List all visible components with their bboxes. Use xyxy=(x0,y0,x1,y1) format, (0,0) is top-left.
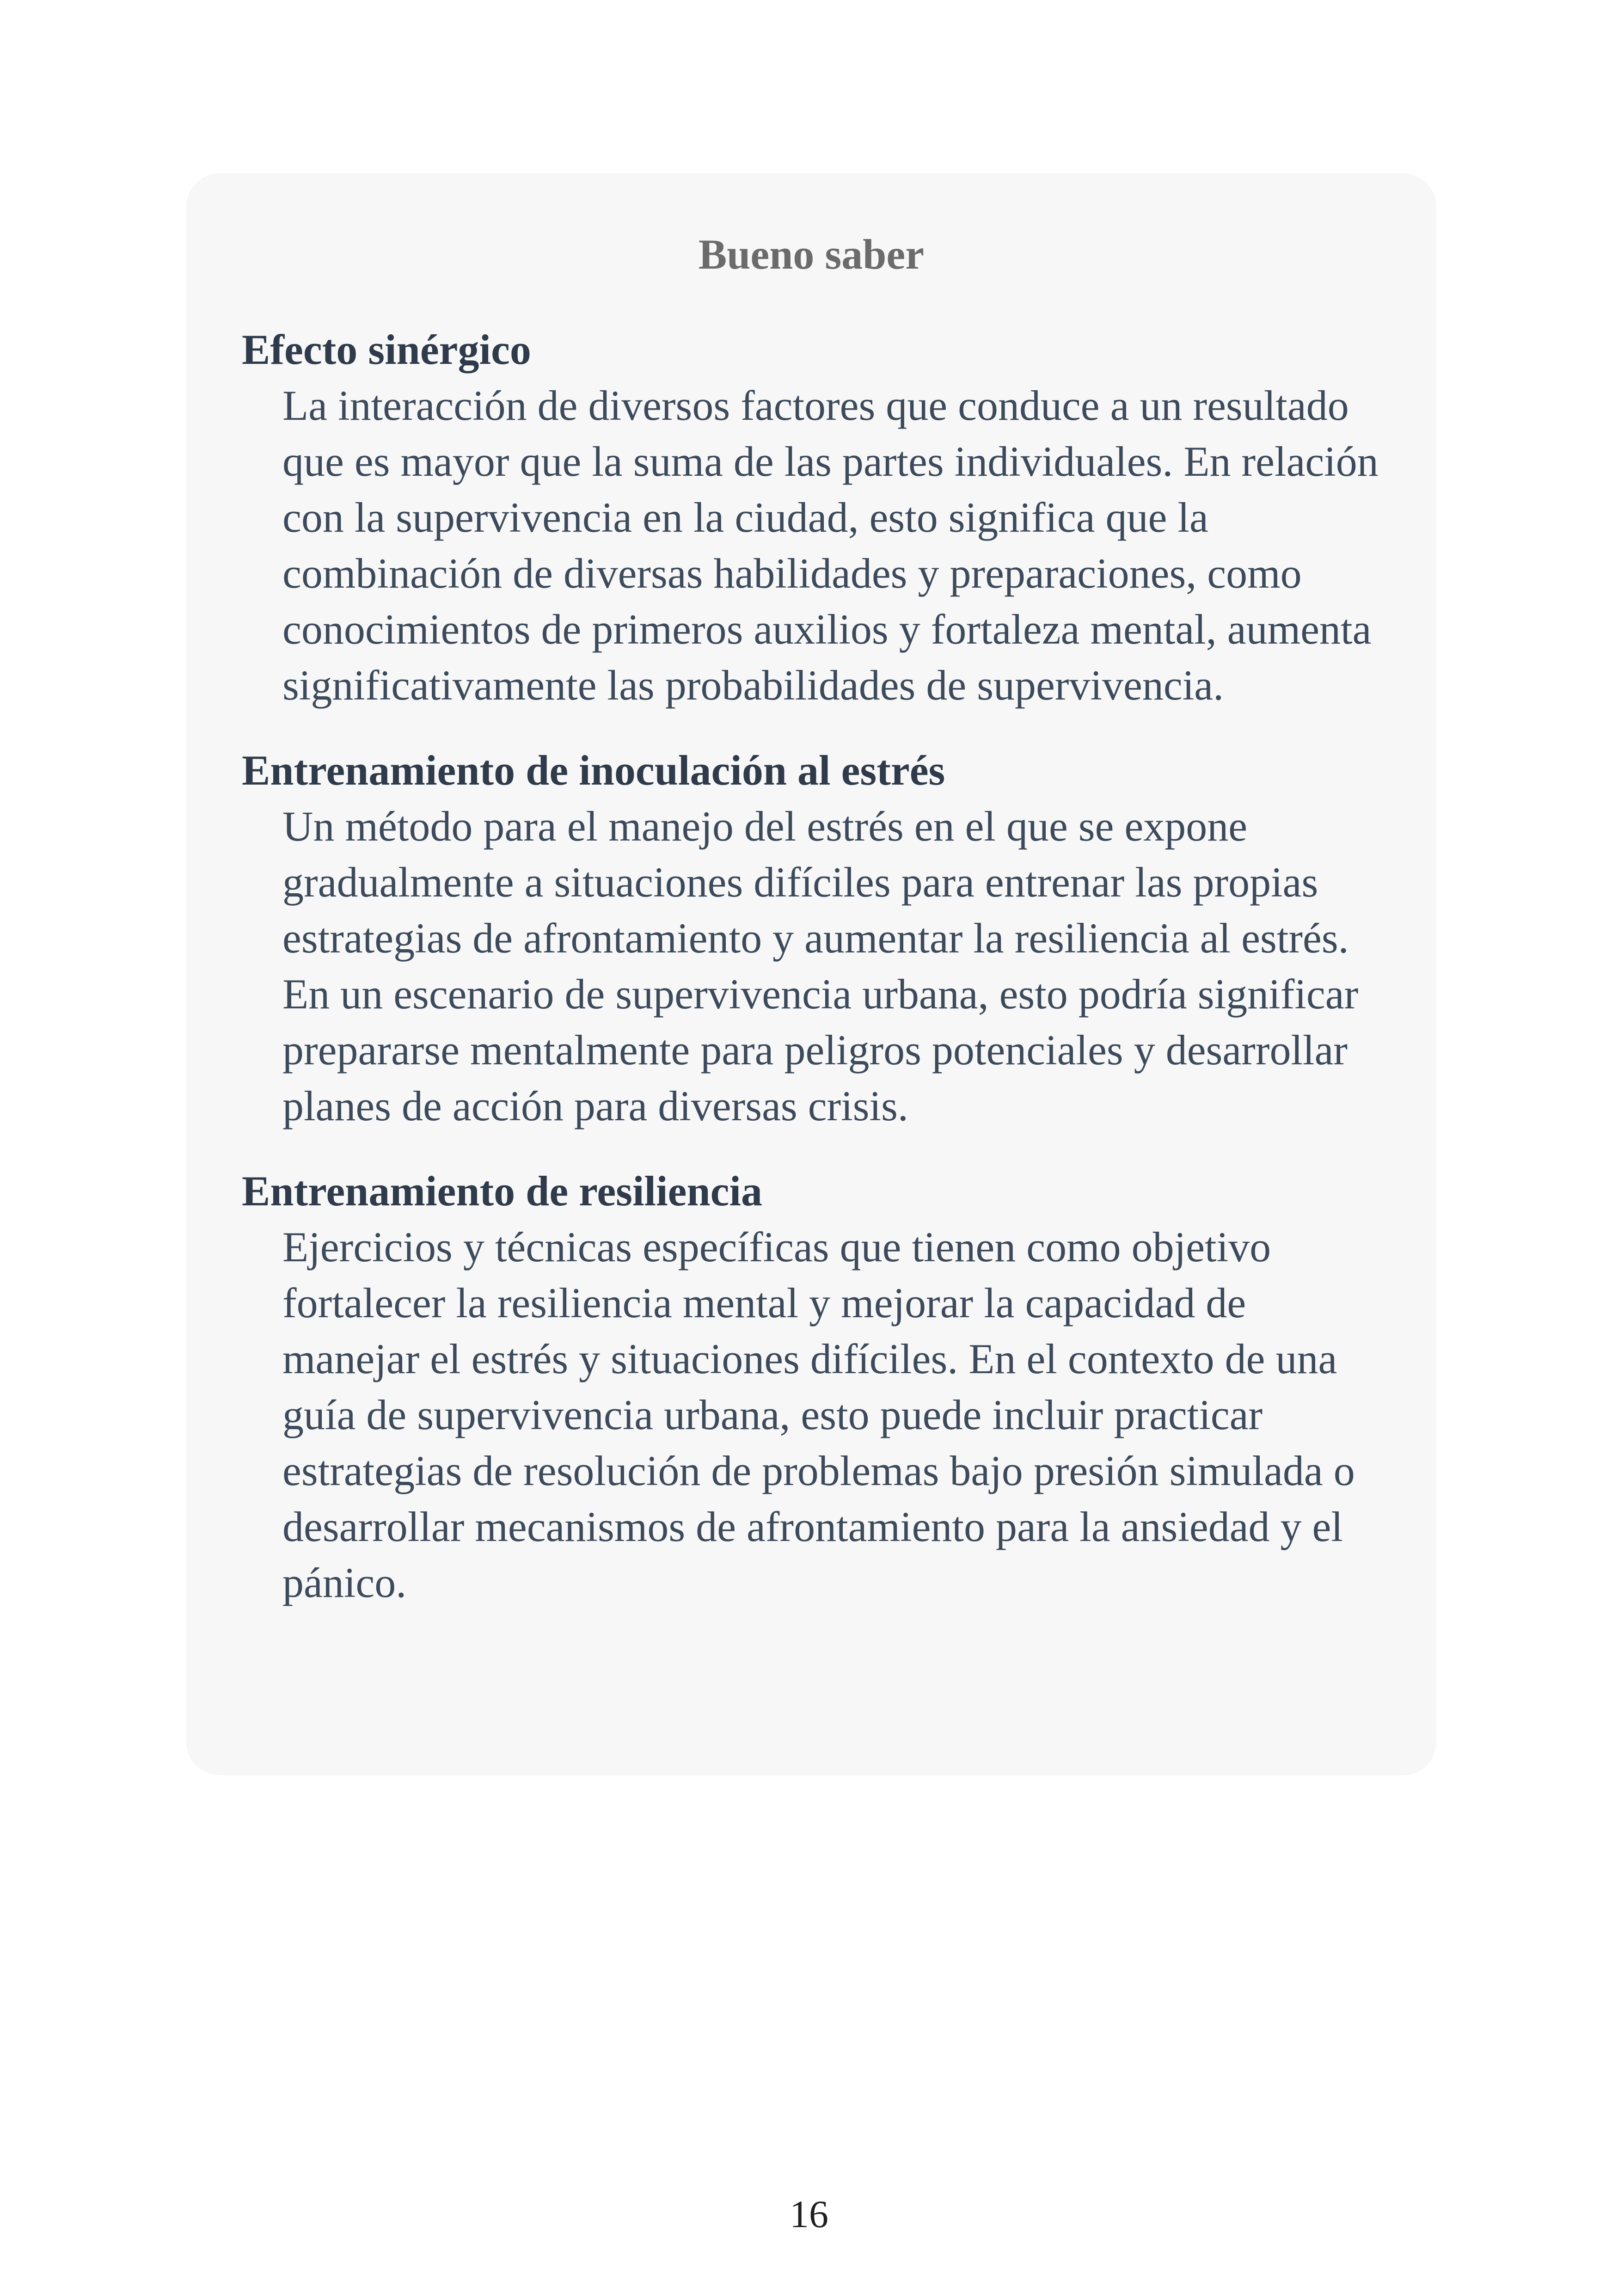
glossary-term: Entrenamiento de resiliencia xyxy=(242,1167,763,1215)
glossary-definition: Un método para el manejo del estrés en el que se expone gradualmente a situaciones difíciles para entrenar las propias estrategias de afrontamiento y aumentar la resiliencia al estrés. En un escenario de supervivencia urbana, esto podría significar prepararse mentalmente para peligros potenciales y desarrollar planes de acción para diversas crisis. xyxy=(282,803,1359,1130)
page-number: 16 xyxy=(790,2193,828,2236)
glossary-definition: Ejercicios y técnicas específicas que tienen como objetivo fortalecer la resiliencia mental y mejorar la capacidad de manejar el estrés y situaciones difíciles. En el contexto de una guía de supervivencia urbana, esto puede incluir practicar estrategias de resolución de problemas bajo presión simulada o desarrollar mecanismos de afrontamiento para la ansiedad y el pánico. xyxy=(282,1223,1355,1606)
glossary-definition: La interacción de diversos factores que conduce a un resultado que es mayor que la suma de las partes individuales. En relación con la supervivencia en la ciudad, esto significa que la combinación de diversas habilidades y preparaciones, como conocimientos de primeros auxilios y fortaleza mental, aumenta significativamente las probabilidades de supervivencia. xyxy=(282,382,1379,709)
glossary-entry xyxy=(242,742,1381,1134)
box-title: Bueno saber xyxy=(698,231,925,278)
glossary-term: Entrenamiento de inoculación al estrés xyxy=(242,747,945,794)
glossary-term: Efecto sinérgico xyxy=(242,326,531,373)
glossary-entry xyxy=(242,321,1381,713)
info-box xyxy=(186,173,1436,1775)
glossary-list xyxy=(242,321,1381,1639)
glossary-entry xyxy=(242,1163,1381,1611)
